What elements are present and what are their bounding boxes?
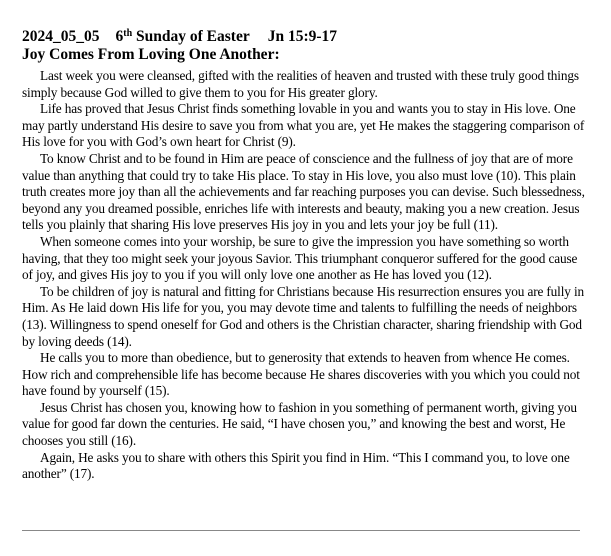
header-line [22,28,588,46]
page-title: Joy Comes From Loving One Another: [22,46,280,63]
header-ordinal-number: 6 [115,28,124,45]
document-page [22,28,588,483]
paragraph: Jesus Christ has chosen you, knowing how to fashion in you something of permanent worth, giving you value for good far down the centuries. He said, “I have chosen you,” and knowing the best and worst, He chooses you still (16). [22,399,577,449]
header-reference: Jn 15:9-17 [267,28,338,45]
paragraph: Again, He asks you to share with others this Spirit you find in Him. “This I command you, to love one another” (17). [22,449,570,482]
paragraph: To be children of joy is natural and fitting for Christians because His resurrection ensures you are fully in Him. As He laid down His life for you, you may devote time and talents to fulfilling the needs of neighbors (13). Willingness to spend oneself for God and others is the Christian character, sharing friendship with God by loving deeds (14). [22,283,584,349]
bottom-divider [22,530,580,531]
paragraph: To know Christ and to be found in Him are peace of conscience and the fullness of joy that are of more value than anything that could try to take His place. To stay in His love, you also must love (10). This plain truth creates more joy than all the achievements and far reaching purposes you can devise. Such blessedness, beyond any you dreamed possible, enriches life with interests and beauty, making you a new creation. Jesus tells you plainly that sharing His love preserves His joy in you and lets your joy be full (11). [22,150,585,233]
header-occasion: Sunday of Easter [136,28,250,45]
header-ordinal [116,28,133,45]
paragraph: When someone comes into your worship, be sure to give the impression you have something so worth having, that they too might seek your joyous Savior. This triumphant conqueror suffered for the good cause of joy, and gives His joy to you if you will only love one another as He has loved you (12). [22,233,578,283]
paragraph: Last week you were cleansed, gifted with the realities of heaven and trusted with these truly good things simply because God willed to give them to you for His greater glory. [22,68,579,100]
paragraph: Life has proved that Jesus Christ finds something lovable in you and wants you to stay in His love. One may partly understand His desire to save you from what you are, yet He makes the staggering comparison of His love for you with God’s own heart for Christ (9). [22,101,585,150]
header-date: 2024_05_05 [22,28,100,45]
body-text [22,68,588,483]
header-ordinal-suffix: th [123,28,133,39]
paragraph: He calls you to more than obedience, but to generosity that extends to heaven from whence He comes. How rich and comprehensible life has become because He shares discoveries with you which you could not have found by yourself (15). [22,350,580,399]
